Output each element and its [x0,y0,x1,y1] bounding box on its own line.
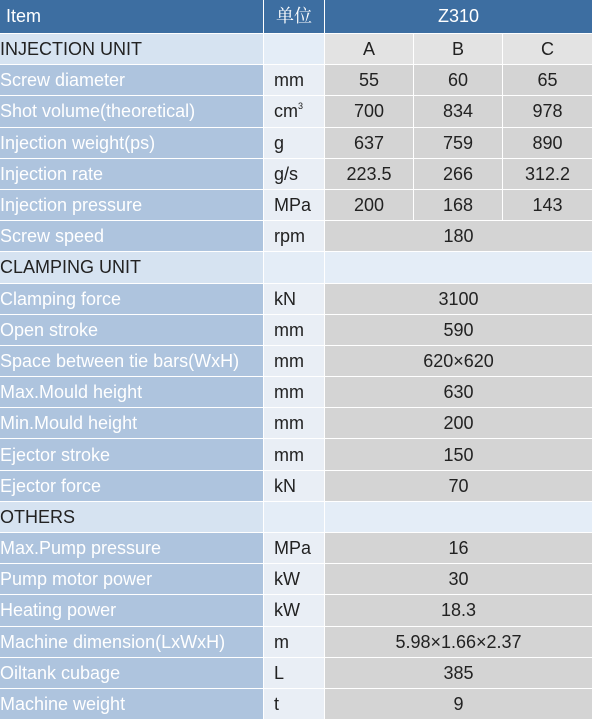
row-value-a: 55 [325,65,414,96]
row-unit: MPa [263,190,325,221]
row-unit: rpm [263,221,325,252]
row-unit: L [263,658,325,689]
row-unit: mm [263,439,325,470]
section-title: CLAMPING UNIT [0,252,263,283]
row-label: Machine dimension(LxWxH) [0,627,263,658]
row-unit: m [263,627,325,658]
row-unit: mm [263,377,325,408]
table-row [0,190,592,221]
row-value: 385 [325,658,592,689]
variant-c: C [503,34,592,65]
variant-b: B [414,34,503,65]
row-value: 150 [325,439,592,470]
row-label: Oiltank cubage [0,658,263,689]
section-title: INJECTION UNIT [0,34,263,65]
table-row [0,96,592,127]
header-unit: 单位 [263,0,325,34]
header-item: Item [0,0,263,34]
row-label: Clamping force [0,284,263,315]
row-value-a: 637 [325,128,414,159]
section-title: OTHERS [0,502,263,533]
row-unit: MPa [263,533,325,564]
row-label: Screw speed [0,221,263,252]
row-unit: g/s [263,159,325,190]
row-value-b: 60 [414,65,503,96]
row-unit: g [263,128,325,159]
row-label: Screw diameter [0,65,263,96]
row-value-c: 978 [503,96,592,127]
row-unit: kN [263,471,325,502]
row-label: Machine weight [0,689,263,720]
row-unit: mm [263,408,325,439]
table-row [0,128,592,159]
row-value-b: 834 [414,96,503,127]
row-value: 5.98×1.66×2.37 [325,627,592,658]
row-value: 30 [325,564,592,595]
table-row [0,284,592,315]
row-value-b: 266 [414,159,503,190]
row-value: 3100 [325,284,592,315]
row-value: 9 [325,689,592,720]
row-value-a: 223.5 [325,159,414,190]
row-label: Ejector force [0,471,263,502]
header-model: Z310 [325,0,592,34]
row-label: Heating power [0,595,263,626]
row-value: 200 [325,408,592,439]
row-label: Min.Mould height [0,408,263,439]
row-value-c: 65 [503,65,592,96]
row-unit: mm [263,315,325,346]
table-row [0,533,592,564]
row-label: Injection pressure [0,190,263,221]
row-value: 590 [325,315,592,346]
row-label: Max.Mould height [0,377,263,408]
row-value: 620×620 [325,346,592,377]
row-unit: mm [263,346,325,377]
row-value: 18.3 [325,595,592,626]
row-label: Injection rate [0,159,263,190]
table-row [0,627,592,658]
row-label: Max.Pump pressure [0,533,263,564]
table-row [0,159,592,190]
variant-a: A [325,34,414,65]
table-row [0,315,592,346]
table-row [0,408,592,439]
row-unit: t [263,689,325,720]
row-value-c: 143 [503,190,592,221]
row-value-b: 759 [414,128,503,159]
section-clamping [0,252,592,283]
table-row [0,65,592,96]
table-row [0,658,592,689]
table-row [0,439,592,470]
row-value: 16 [325,533,592,564]
section-others [0,502,592,533]
table-row [0,471,592,502]
row-label: Injection weight(ps) [0,128,263,159]
row-unit: kN [263,284,325,315]
row-value-c: 312.2 [503,159,592,190]
row-unit: kW [263,564,325,595]
row-label: Pump motor power [0,564,263,595]
row-value: 630 [325,377,592,408]
row-value-b: 168 [414,190,503,221]
table-row [0,346,592,377]
section-injection [0,34,592,65]
table-row [0,221,592,252]
row-label: Open stroke [0,315,263,346]
row-value: 180 [325,221,592,252]
row-label: Shot volume(theoretical) [0,96,263,127]
row-value-a: 200 [325,190,414,221]
row-label: Space between tie bars(WxH) [0,346,263,377]
row-unit: kW [263,595,325,626]
table-row [0,689,592,720]
row-value: 70 [325,471,592,502]
row-unit: $cm^3$ [263,96,325,127]
table-row [0,377,592,408]
table-row [0,595,592,626]
header-row [0,0,592,34]
row-value-c: 890 [503,128,592,159]
row-unit: mm [263,65,325,96]
row-value-a: 700 [325,96,414,127]
table-row [0,564,592,595]
row-label: Ejector stroke [0,439,263,470]
